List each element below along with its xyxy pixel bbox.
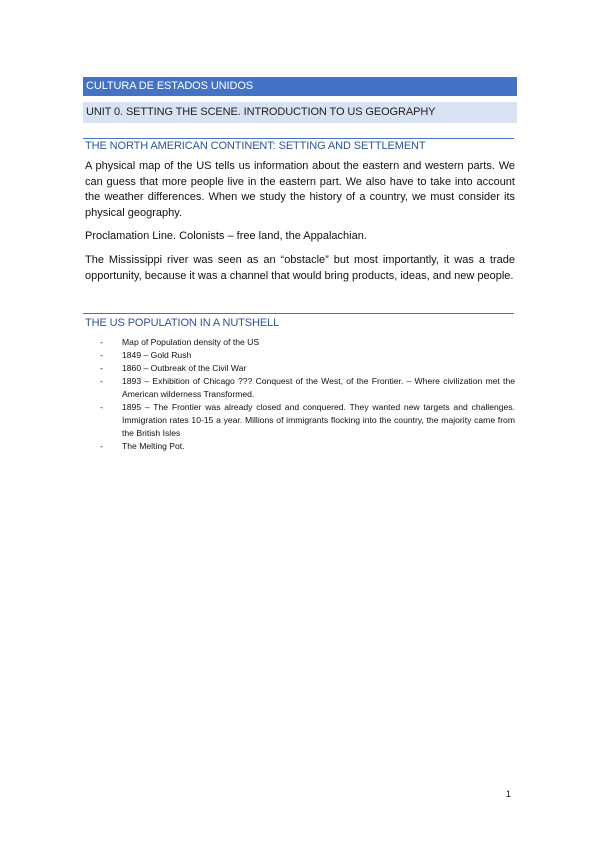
bullet-marker: - — [100, 376, 103, 386]
list-item-text: Map of Population density of the US — [122, 337, 260, 347]
list-item-text: 1860 – Outbreak of the Civil War — [122, 363, 247, 373]
paragraph-proclamation-line: Proclamation Line. Colonists – free land, the Appalachian. — [85, 230, 367, 242]
bullet-marker: - — [100, 441, 103, 451]
list-item-text: 1895 – The Frontier was already closed and conquered. They wanted new targets and challenges. Immigration rates 10-15 a year. Millions of immigrants flocking into the country, the majority came from the British Isles — [122, 402, 515, 438]
list-item — [100, 349, 515, 362]
section-heading-north-american-continent: THE NORTH AMERICAN CONTINENT: SETTING AND SETTLEMENT — [85, 140, 426, 152]
list-item — [100, 362, 515, 375]
unit-title-banner: UNIT 0. SETTING THE SCENE. INTRODUCTION TO US GEOGRAPHY — [83, 102, 517, 123]
list-item-text: 1849 – Gold Rush — [122, 350, 192, 360]
bullet-marker: - — [100, 337, 103, 347]
population-bullet-list — [100, 336, 515, 453]
page-number: 1 — [506, 789, 512, 799]
section-heading-us-population: THE US POPULATION IN A NUTSHELL — [85, 317, 280, 329]
course-title-banner: CULTURA DE ESTADOS UNIDOS — [83, 77, 517, 96]
list-item — [100, 375, 515, 401]
list-item — [100, 401, 515, 440]
list-item-text: 1893 – Exhibition of Chicago ??? Conquest of the West, of the Frontier. – Where civilization met the American wilderness Transformed. — [122, 376, 515, 399]
section-divider — [83, 313, 514, 314]
bullet-marker: - — [100, 350, 103, 360]
list-item-text: The Melting Pot. — [122, 441, 185, 451]
section-divider — [83, 138, 514, 139]
bullet-marker: - — [100, 363, 103, 373]
paragraph-physical-map: A physical map of the US tells us information about the eastern and western parts. We can guess that more people live in the eastern part. We also have to take into account the weather differences. When we study the history of a country, we must consider its physical geography. — [85, 160, 515, 219]
list-item — [100, 440, 515, 453]
bullet-marker: - — [100, 402, 103, 412]
list-item — [100, 336, 515, 349]
paragraph-mississippi-river: The Mississippi river was seen as an “obstacle” but most importantly, it was a trade opportunity, because it was a channel that would bring products, ideas, and new people. — [85, 254, 515, 282]
